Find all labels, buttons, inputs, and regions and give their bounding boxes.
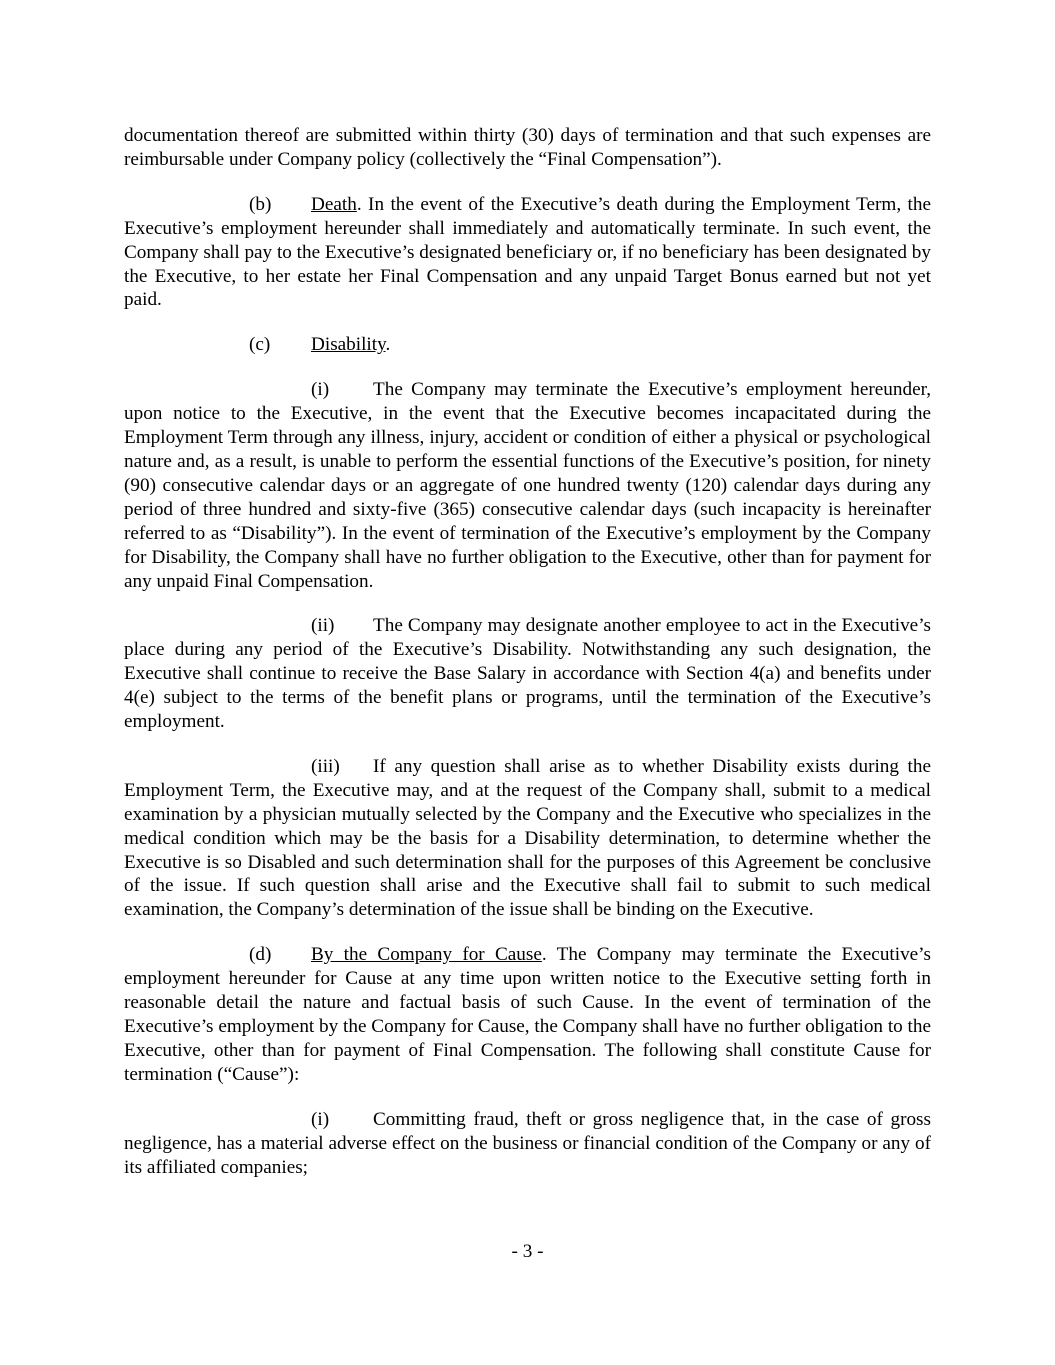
paragraph-text: The Company may terminate the Executive’s employment hereunder, upon notice to the Executive, in the event that the Executive becomes incapacitated during the Employment Term through any illness, injury, accident or condition of either a physical or psychological nature and, as a result, is unable to perform the essential functions of the Executive’s position, for ninety (90) consecutive calendar days or an aggregate of one hundred twenty (120) calendar days during any period of three hundred and sixty-five (365) consecutive calendar days (such incapacity is hereinafter referred to as “Disability”). In the event of termination of the Executive’s employment by the Company for Disability, the Company shall have no further obligation to the Executive, other than for payment for any unpaid Final Compensation. [124,379,931,592]
paragraph-c-iii [124,755,931,922]
paragraph-c-ii [124,614,931,734]
paragraph-d-i [124,1108,931,1180]
section-heading: By the Company for Cause [311,944,542,966]
paragraph-b-death [124,193,931,313]
section-heading: Disability [311,334,386,356]
paragraph-text: documentation thereof are submitted within thirty (30) days of termination and that such expenses are reimbursable under Company policy (collectively the “Final Compensation”). [124,125,931,170]
section-number: (c) [249,334,271,356]
paragraph-text: . [385,334,391,356]
section-number: (d) [249,944,272,966]
subsection-number: (i) [311,379,330,401]
subsection-number: (ii) [311,615,335,637]
page-number: - 3 - [511,1241,544,1262]
paragraph-continuation [124,124,931,172]
paragraph-c-disability [124,333,931,357]
document-page [124,124,931,1200]
subsection-number: (i) [311,1108,330,1130]
paragraph-d-cause [124,943,931,1086]
section-number: (b) [249,193,272,215]
paragraph-text: Committing fraud, theft or gross negligence that, in the case of gross negligence, has a material adverse effect on the business or financial condition of the Company or any of its affiliated companies; [124,1108,931,1178]
paragraph-text: The Company may designate another employee to act in the Executive’s place during any period of the Executive’s Disability. Notwithstanding any such designation, the Executive shall continue to receive the Base Salary in accordance with Section 4(a) and benefits under 4(e) subject to the terms of the benefit plans or programs, until the termination of the Executive’s employment. [124,615,931,733]
subsection-number: (iii) [311,755,340,777]
section-heading: Death [311,193,357,215]
paragraph-c-i [124,378,931,593]
paragraph-text: If any question shall arise as to whether Disability exists during the Employment Term, the Executive may, and at the request of the Company shall, submit to a medical examination by a physician mutually selected by the Company and the Executive who specializes in the medical condition which may be the basis for a Disability determination, to determine whether the Executive is so Disabled and such determination shall for the purposes of this Agreement be conclusive of the issue. If such question shall arise and the Executive shall fail to submit to such medical examination, the Company’s determination of the issue shall be binding on the Executive. [124,755,931,921]
paragraph-text: . The Company may terminate the Executive’s employment hereunder for Cause at any time upon written notice to the Executive setting forth in reasonable detail the nature and factual basis of such Cause. In the event of termination of the Executive’s employment by the Company for Cause, the Company shall have no further obligation to the Executive, other than for payment of Final Compensation. The following shall constitute Cause for termination (“Cause”): [124,944,931,1085]
paragraph-text: . In the event of the Executive’s death during the Employment Term, the Executive’s employment hereunder shall immediately and automatically terminate. In such event, the Company shall pay to the Executive’s designated beneficiary or, if no beneficiary has been designated by the Executive, to her estate her Final Compensation and any unpaid Target Bonus earned but not yet paid. [124,193,931,311]
